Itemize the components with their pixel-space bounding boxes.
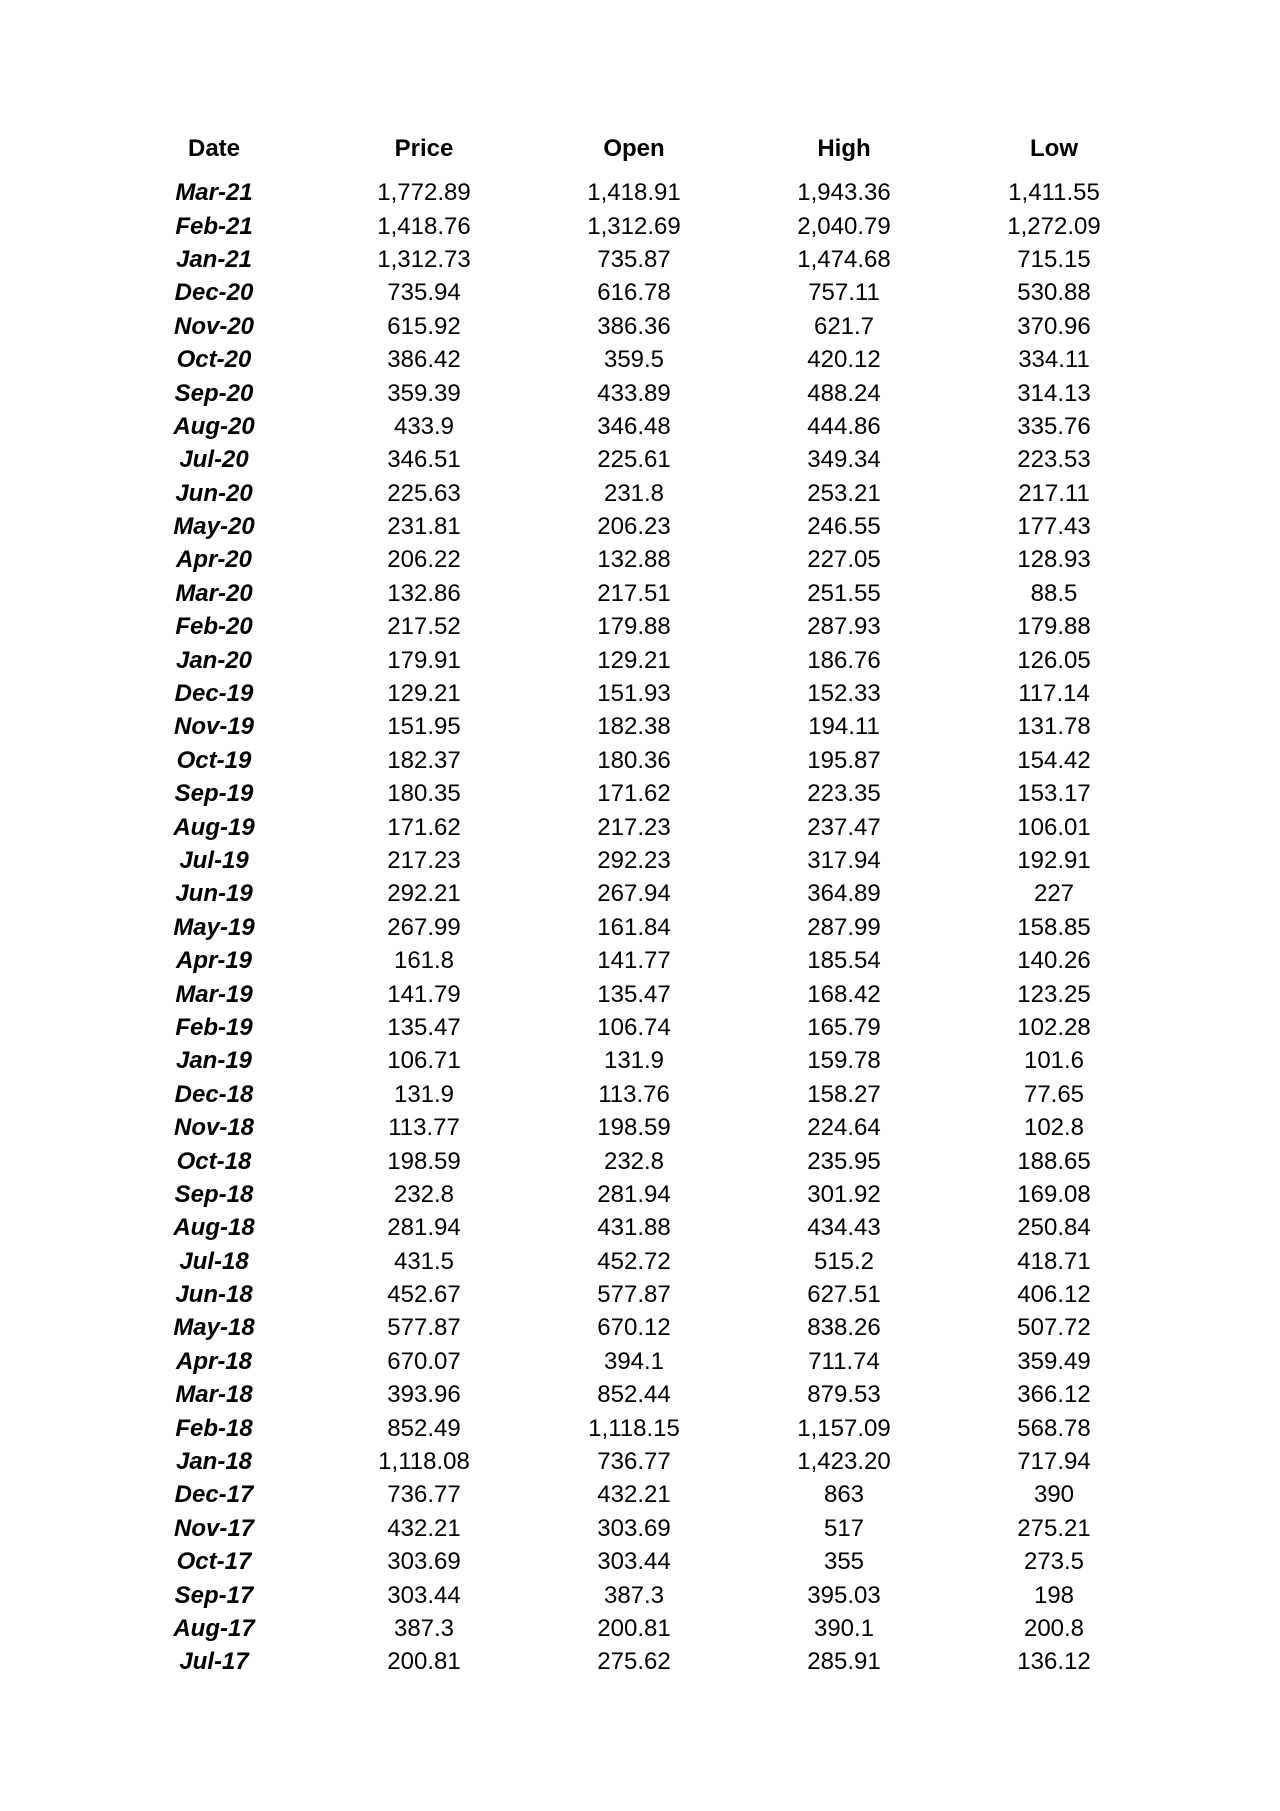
- cell-open: 670.12: [597, 1314, 671, 1342]
- cell-open: 179.88: [597, 613, 671, 641]
- cell-high: 879.53: [807, 1381, 881, 1409]
- cell-date: Jan-20: [175, 646, 253, 674]
- cell-price: 217.23: [387, 847, 461, 874]
- cell-high: 515.2: [813, 1247, 875, 1275]
- table-row: [109, 1478, 1159, 1511]
- cell-date: Oct-20: [176, 346, 252, 374]
- cell-date: Jul-20: [179, 446, 249, 474]
- cell-low: 370.96: [1017, 312, 1091, 340]
- cell-price: 135.47: [387, 1013, 461, 1041]
- table-row: [109, 977, 1159, 1010]
- cell-open: 1,312.69: [587, 212, 681, 240]
- cell-price: 198.59: [387, 1147, 461, 1175]
- table-row: [109, 1044, 1159, 1077]
- cell-open: 135.47: [597, 980, 671, 1008]
- cell-high: 152.33: [807, 680, 881, 708]
- table-row: [109, 410, 1159, 443]
- header-open: Open: [603, 134, 665, 162]
- cell-open: 129.21: [597, 646, 671, 674]
- table-row: [109, 1144, 1159, 1177]
- table-row: [109, 310, 1159, 343]
- cell-open: 433.89: [597, 379, 671, 407]
- cell-high: 235.95: [807, 1147, 881, 1175]
- cell-low: 507.72: [1017, 1314, 1091, 1342]
- cell-high: 2,040.79: [797, 212, 891, 240]
- cell-low: 715.15: [1017, 245, 1091, 273]
- cell-high: 390.1: [813, 1614, 875, 1642]
- cell-open: 1,418.91: [587, 179, 681, 207]
- cell-high: 186.76: [807, 646, 881, 674]
- table-row: [109, 710, 1159, 743]
- cell-open: 141.77: [597, 947, 671, 975]
- cell-price: 171.62: [387, 813, 461, 841]
- cell-low: 200.8: [1023, 1614, 1085, 1642]
- cell-price: 182.37: [387, 746, 461, 774]
- cell-low: 153.17: [1017, 780, 1091, 808]
- cell-price: 180.35: [387, 780, 461, 808]
- cell-price: 131.9: [393, 1080, 455, 1108]
- cell-date: Oct-17: [176, 1548, 252, 1576]
- cell-high: 621.7: [813, 312, 875, 340]
- cell-high: 185.54: [807, 947, 881, 975]
- cell-date: Feb-18: [175, 1414, 253, 1442]
- cell-open: 180.36: [597, 746, 671, 774]
- table-row: [109, 643, 1159, 676]
- cell-low: 717.94: [1017, 1448, 1091, 1476]
- cell-date: Jul-18: [179, 1247, 249, 1275]
- table-row: [109, 376, 1159, 409]
- cell-date: Feb-20: [175, 613, 253, 641]
- cell-date: Nov-20: [173, 312, 255, 340]
- cell-low: 334.11: [1018, 346, 1090, 374]
- cell-low: 275.21: [1017, 1514, 1091, 1542]
- cell-price: 670.07: [387, 1347, 461, 1375]
- table-row: [109, 610, 1159, 643]
- table-row: [109, 1078, 1159, 1111]
- cell-date: Mar-19: [175, 980, 253, 1008]
- cell-date: Dec-17: [174, 1481, 254, 1509]
- cell-low: 102.28: [1017, 1013, 1091, 1041]
- cell-high: 863: [823, 1481, 865, 1509]
- cell-high: 237.47: [807, 813, 881, 841]
- cell-date: May-20: [173, 513, 255, 541]
- cell-high: 1,474.68: [797, 245, 891, 273]
- cell-high: 158.27: [807, 1080, 881, 1108]
- table-row: [109, 176, 1159, 209]
- table-row: [109, 944, 1159, 977]
- cell-date: Apr-20: [175, 546, 253, 574]
- cell-low: 136.12: [1017, 1648, 1091, 1676]
- cell-date: Jan-19: [175, 1047, 253, 1075]
- cell-low: 123.25: [1017, 980, 1091, 1008]
- cell-date: Jun-20: [175, 479, 253, 507]
- table-row: [109, 1445, 1159, 1478]
- table-row: [109, 777, 1159, 810]
- cell-open: 131.9: [603, 1047, 665, 1075]
- cell-low: 154.42: [1017, 746, 1091, 774]
- table-row: [109, 477, 1159, 510]
- cell-date: Jul-17: [179, 1648, 249, 1676]
- cell-date: Mar-18: [175, 1381, 253, 1409]
- cell-open: 431.88: [597, 1214, 671, 1242]
- cell-date: Aug-19: [173, 813, 255, 841]
- cell-price: 217.52: [387, 613, 461, 641]
- cell-price: 303.44: [387, 1581, 461, 1609]
- cell-price: 577.87: [387, 1314, 461, 1342]
- cell-high: 434.43: [807, 1214, 881, 1242]
- cell-low: 140.26: [1017, 947, 1091, 975]
- cell-high: 517: [823, 1514, 865, 1542]
- cell-date: Jan-18: [175, 1448, 253, 1476]
- cell-open: 206.23: [597, 513, 671, 541]
- table-row: [109, 1211, 1159, 1244]
- cell-low: 192.91: [1017, 847, 1091, 874]
- cell-price: 231.81: [387, 513, 461, 541]
- cell-price: 359.39: [387, 379, 461, 407]
- table-row: [109, 243, 1159, 276]
- cell-open: 303.69: [597, 1514, 671, 1542]
- cell-open: 106.74: [597, 1013, 671, 1041]
- cell-date: Mar-21: [175, 179, 253, 207]
- table-row: [109, 1345, 1159, 1378]
- cell-high: 285.91: [807, 1648, 881, 1676]
- cell-high: 1,943.36: [797, 179, 891, 207]
- table-row: [109, 1578, 1159, 1611]
- cell-open: 292.23: [597, 847, 671, 874]
- cell-date: Apr-19: [175, 947, 253, 975]
- cell-date: Aug-17: [173, 1614, 255, 1642]
- table-row: [109, 877, 1159, 910]
- cell-open: 171.62: [597, 780, 671, 808]
- cell-high: 395.03: [807, 1581, 881, 1609]
- cell-price: 281.94: [387, 1214, 461, 1242]
- cell-open: 161.84: [597, 913, 671, 941]
- cell-low: 131.78: [1017, 713, 1091, 741]
- cell-low: 335.76: [1017, 412, 1091, 440]
- cell-high: 355: [823, 1548, 865, 1576]
- table-row: [109, 744, 1159, 777]
- cell-price: 615.92: [387, 312, 461, 340]
- cell-high: 223.35: [807, 780, 881, 808]
- cell-high: 488.24: [807, 379, 881, 407]
- cell-low: 568.78: [1017, 1414, 1091, 1442]
- cell-date: Sep-20: [174, 379, 254, 407]
- table-row: [109, 543, 1159, 576]
- cell-price: 113.77: [388, 1114, 460, 1142]
- cell-high: 1,157.09: [797, 1414, 891, 1442]
- cell-date: Jun-18: [175, 1281, 253, 1309]
- cell-high: 287.99: [807, 913, 881, 941]
- cell-low: 158.85: [1017, 913, 1091, 941]
- table-row: [109, 1245, 1159, 1278]
- cell-price: 1,312.73: [377, 245, 471, 273]
- table-row: [109, 577, 1159, 610]
- header-low: Low: [1030, 134, 1078, 162]
- cell-high: 301.92: [807, 1180, 881, 1208]
- cell-open: 735.87: [597, 245, 671, 273]
- cell-high: 224.64: [807, 1114, 881, 1142]
- cell-price: 452.67: [387, 1281, 461, 1309]
- cell-price: 179.91: [387, 646, 461, 674]
- cell-low: 418.71: [1017, 1247, 1091, 1275]
- cell-high: 251.55: [807, 579, 881, 607]
- cell-price: 1,772.89: [377, 179, 471, 207]
- cell-date: May-19: [173, 913, 255, 941]
- cell-open: 217.23: [597, 813, 671, 841]
- cell-open: 281.94: [597, 1180, 671, 1208]
- cell-open: 182.38: [597, 713, 671, 741]
- cell-date: Aug-20: [173, 412, 255, 440]
- table-row: [109, 209, 1159, 242]
- cell-open: 200.81: [597, 1614, 671, 1642]
- cell-price: 129.21: [387, 680, 461, 708]
- cell-high: 420.12: [807, 346, 881, 374]
- cell-low: 106.01: [1017, 813, 1091, 841]
- cell-high: 757.11: [808, 279, 880, 307]
- cell-date: Feb-21: [175, 212, 253, 240]
- cell-high: 444.86: [807, 412, 881, 440]
- cell-price: 433.9: [393, 412, 455, 440]
- cell-price: 292.21: [387, 880, 461, 908]
- cell-open: 151.93: [597, 680, 671, 708]
- cell-date: Sep-18: [174, 1180, 254, 1208]
- cell-low: 177.43: [1017, 513, 1091, 541]
- cell-high: 253.21: [807, 479, 881, 507]
- cell-open: 267.94: [597, 880, 671, 908]
- cell-price: 200.81: [387, 1648, 461, 1676]
- table-row: [109, 1111, 1159, 1144]
- header-high: High: [817, 134, 871, 162]
- cell-price: 267.99: [387, 913, 461, 941]
- cell-low: 390: [1033, 1481, 1075, 1509]
- cell-low: 126.05: [1017, 646, 1091, 674]
- table-row: [109, 1645, 1159, 1678]
- table-row: [109, 343, 1159, 376]
- table-row: [109, 1612, 1159, 1645]
- cell-open: 217.51: [597, 579, 671, 607]
- cell-high: 364.89: [807, 880, 881, 908]
- price-history-table: [109, 128, 1159, 1679]
- cell-high: 287.93: [807, 613, 881, 641]
- cell-date: Oct-18: [176, 1147, 252, 1175]
- cell-low: 1,272.09: [1007, 212, 1101, 240]
- cell-low: 179.88: [1017, 613, 1091, 641]
- table-row: [109, 911, 1159, 944]
- cell-price: 132.86: [387, 579, 461, 607]
- cell-date: Nov-18: [173, 1114, 255, 1142]
- cell-low: 406.12: [1017, 1281, 1091, 1309]
- cell-price: 735.94: [387, 279, 461, 307]
- cell-date: Feb-19: [175, 1013, 253, 1041]
- cell-high: 195.87: [807, 746, 881, 774]
- cell-open: 1,118.15: [588, 1414, 680, 1442]
- cell-low: 77.65: [1023, 1080, 1085, 1108]
- cell-open: 852.44: [597, 1381, 671, 1409]
- cell-price: 161.8: [393, 947, 455, 975]
- cell-low: 1,411.55: [1008, 179, 1100, 207]
- cell-price: 386.42: [387, 346, 461, 374]
- cell-price: 225.63: [387, 479, 461, 507]
- cell-low: 366.12: [1017, 1381, 1091, 1409]
- header-price: Price: [394, 134, 454, 162]
- cell-price: 387.3: [393, 1614, 455, 1642]
- cell-date: Oct-19: [176, 746, 252, 774]
- cell-date: Sep-19: [174, 780, 254, 808]
- table-row: [109, 810, 1159, 843]
- cell-price: 206.22: [387, 546, 461, 574]
- cell-high: 159.78: [807, 1047, 881, 1075]
- table-body: [109, 176, 1159, 1679]
- cell-open: 232.8: [603, 1147, 665, 1175]
- cell-date: Jul-19: [179, 847, 249, 874]
- cell-high: 1,423.20: [797, 1448, 891, 1476]
- table-row: [109, 1545, 1159, 1578]
- cell-low: 169.08: [1017, 1180, 1091, 1208]
- cell-open: 275.62: [597, 1648, 671, 1676]
- cell-low: 198: [1033, 1581, 1075, 1609]
- table-row: [109, 1178, 1159, 1211]
- cell-open: 198.59: [597, 1114, 671, 1142]
- cell-price: 393.96: [387, 1381, 461, 1409]
- cell-price: 431.5: [393, 1247, 455, 1275]
- cell-high: 627.51: [807, 1281, 881, 1309]
- cell-low: 314.13: [1017, 379, 1091, 407]
- cell-open: 359.5: [603, 346, 665, 374]
- cell-price: 151.95: [387, 713, 461, 741]
- cell-open: 386.36: [597, 312, 671, 340]
- table-header-row: [109, 128, 1159, 168]
- cell-date: Apr-18: [175, 1347, 253, 1375]
- table-row: [109, 1311, 1159, 1344]
- cell-price: 106.71: [387, 1047, 461, 1075]
- cell-low: 217.11: [1018, 479, 1090, 507]
- cell-low: 188.65: [1017, 1147, 1091, 1175]
- table-row: [109, 443, 1159, 476]
- cell-high: 165.79: [807, 1013, 881, 1041]
- cell-high: 168.42: [807, 980, 881, 1008]
- cell-low: 128.93: [1017, 546, 1091, 574]
- cell-low: 273.5: [1023, 1548, 1085, 1576]
- cell-date: Dec-19: [174, 680, 254, 708]
- cell-price: 232.8: [393, 1180, 455, 1208]
- cell-date: Nov-17: [173, 1514, 255, 1542]
- cell-high: 194.11: [808, 713, 880, 741]
- cell-price: 346.51: [387, 446, 461, 474]
- cell-open: 577.87: [597, 1281, 671, 1309]
- cell-low: 227: [1033, 880, 1075, 908]
- cell-price: 1,418.76: [377, 212, 471, 240]
- cell-date: Jan-21: [175, 245, 253, 273]
- cell-high: 246.55: [807, 513, 881, 541]
- table-row: [109, 1378, 1159, 1411]
- cell-open: 432.21: [597, 1481, 671, 1509]
- table-row: [109, 1011, 1159, 1044]
- cell-high: 838.26: [807, 1314, 881, 1342]
- cell-open: 736.77: [597, 1448, 671, 1476]
- cell-low: 102.8: [1023, 1114, 1085, 1142]
- cell-open: 231.8: [603, 479, 665, 507]
- cell-high: 317.94: [807, 847, 881, 874]
- cell-low: 359.49: [1017, 1347, 1091, 1375]
- cell-date: Aug-18: [173, 1214, 255, 1242]
- cell-date: Dec-18: [174, 1080, 254, 1108]
- cell-open: 303.44: [597, 1548, 671, 1576]
- cell-price: 432.21: [387, 1514, 461, 1542]
- cell-low: 250.84: [1017, 1214, 1091, 1242]
- cell-open: 616.78: [597, 279, 671, 307]
- cell-price: 303.69: [387, 1548, 461, 1576]
- table-row: [109, 510, 1159, 543]
- table-row: [109, 844, 1159, 877]
- table-row: [109, 276, 1159, 309]
- table-row: [109, 1278, 1159, 1311]
- cell-price: 141.79: [387, 980, 461, 1008]
- cell-high: 227.05: [807, 546, 881, 574]
- table-row: [109, 677, 1159, 710]
- header-date: Date: [187, 134, 241, 162]
- cell-high: 711.74: [808, 1347, 880, 1375]
- cell-date: May-18: [173, 1314, 255, 1342]
- cell-low: 88.5: [1030, 579, 1078, 607]
- cell-low: 117.14: [1018, 680, 1090, 708]
- cell-date: Mar-20: [175, 579, 253, 607]
- cell-date: Sep-17: [174, 1581, 254, 1609]
- cell-price: 852.49: [387, 1414, 461, 1442]
- cell-price: 1,118.08: [378, 1448, 470, 1476]
- cell-open: 346.48: [597, 412, 671, 440]
- cell-low: 223.53: [1017, 446, 1091, 474]
- cell-open: 394.1: [603, 1347, 665, 1375]
- cell-open: 132.88: [597, 546, 671, 574]
- cell-open: 113.76: [598, 1080, 670, 1108]
- cell-high: 349.34: [807, 446, 881, 474]
- cell-low: 101.6: [1023, 1047, 1085, 1075]
- cell-open: 225.61: [597, 446, 671, 474]
- cell-date: Nov-19: [173, 713, 255, 741]
- cell-open: 452.72: [597, 1247, 671, 1275]
- table-row: [109, 1411, 1159, 1444]
- cell-date: Jun-19: [175, 880, 253, 908]
- cell-low: 530.88: [1017, 279, 1091, 307]
- cell-date: Dec-20: [174, 279, 254, 307]
- table-row: [109, 1512, 1159, 1545]
- cell-price: 736.77: [387, 1481, 461, 1509]
- cell-open: 387.3: [603, 1581, 665, 1609]
